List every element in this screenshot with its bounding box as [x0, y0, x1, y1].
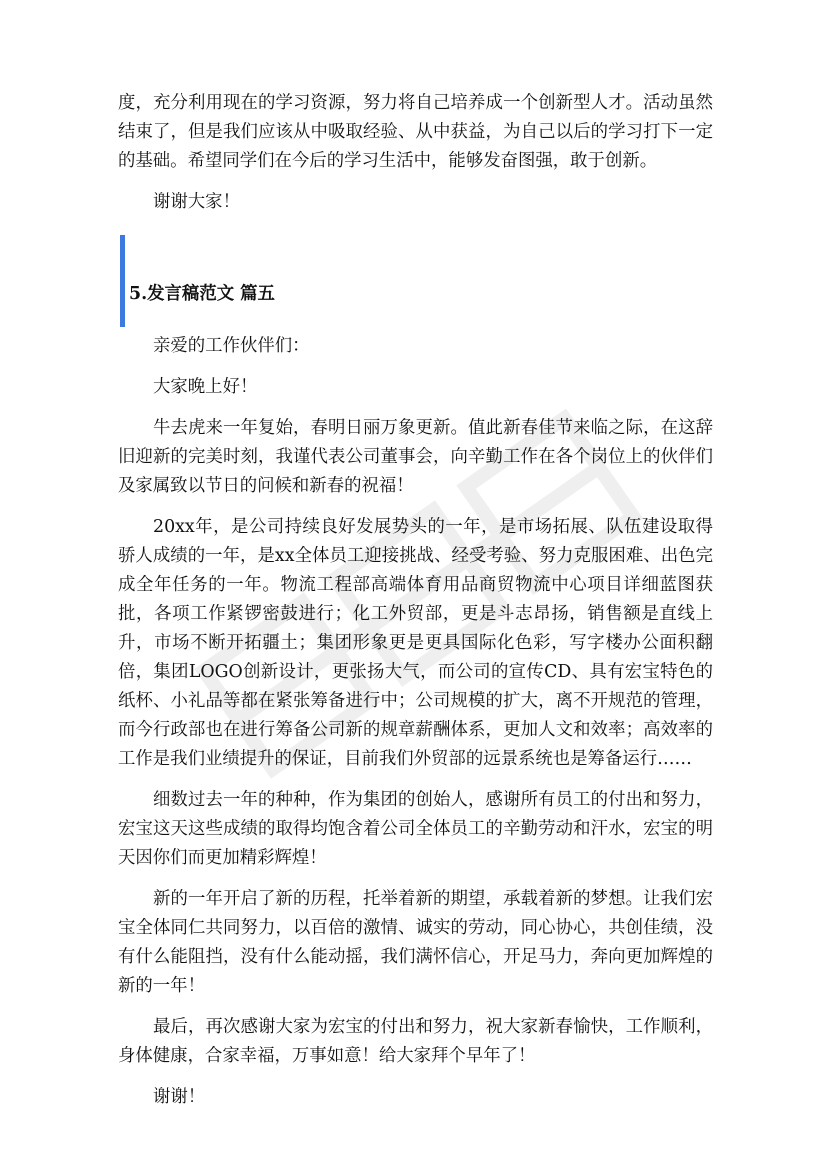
heading-accent-bar	[120, 235, 125, 327]
paragraph-closing-continued: 度，充分利用现在的学习资源，努力将自己培养成一个创新型人才。活动虽然结束了，但是我们应该从中吸取经验、从中获益，为自己以后的学习打下一定的基础。希望同学们在今后的学习生活中，能够发奋图强，敢于创新。	[118, 93, 713, 171]
paragraph-new-journey: 新的一年开启了新的历程，托举着新的期望，承载着新的梦想。让我们宏宝全体同仁共同努力，以百倍的激情、诚实的劳动，同心协心，共创佳绩，没有什么能阻挡，没有什么能动摇，我们满怀信心，开足马力，奔向更加辉煌的新的一年！	[118, 889, 713, 996]
paragraph-thanks-staff: 细数过去一年的种种，作为集团的创始人，感谢所有员工的付出和努力，宏宝这天这些成绩的取得均饱含着公司全体员工的辛勤劳动和汗水，宏宝的明天因你们而更加精彩辉煌！	[118, 790, 713, 868]
document-body	[118, 89, 713, 1112]
section-heading: 5.发言稿范文 篇五	[129, 284, 275, 304]
section-heading-block	[118, 235, 713, 327]
paragraph-greeting: 大家晚上好！	[153, 377, 258, 397]
paragraph-closing-thanks: 谢谢！	[153, 1087, 206, 1107]
paragraph-thanks: 谢谢大家！	[153, 192, 240, 212]
paragraph-final-wishes: 最后，再次感谢大家为宏宝的付出和努力，祝大家新春愉快，工作顺利，身体健康，合家幸福，万事如意！给大家拜个早年了！	[118, 1017, 713, 1066]
paragraph-year-review: 20xx年，是公司持续良好发展势头的一年，是市场拓展、队伍建设取得骄人成绩的一年，是xx全体员工迎接挑战、经受考验、努力克服困难、出色完成全年任务的一年。物流工程部高端体育用品商贸物流中心项目详细蓝图获批，各项工作紧锣密鼓进行；化工外贸部，更是斗志昂扬，销售额是直线上升，市场不断开拓疆土；集团形象更是更具国际化色彩，写字楼办公面积翻倍，集团LOGO创新设计，更张扬大气，而公司的宣传CD、具有宏宝特色的纸杯、小礼品等都在紧张筹备进行中；公司规模的扩大，离不开规范的管理，而今行政部也在进行筹备公司新的规章薪酬体系，更加人文和效率；高效率的工作是我们业绩提升的保证，目前我们外贸部的远景系统也是筹备运行……	[118, 517, 713, 769]
paragraph-new-year-wishes: 牛去虎来一年复始，春明日丽万象更新。值此新春佳节来临之际，在这辞旧迎新的完美时刻，我谨代表公司董事会，向辛勤工作在各个岗位上的伙伴们及家属致以节日的问候和新春的祝福！	[118, 418, 713, 496]
paragraph-salutation: 亲爱的工作伙伴们：	[153, 336, 310, 356]
